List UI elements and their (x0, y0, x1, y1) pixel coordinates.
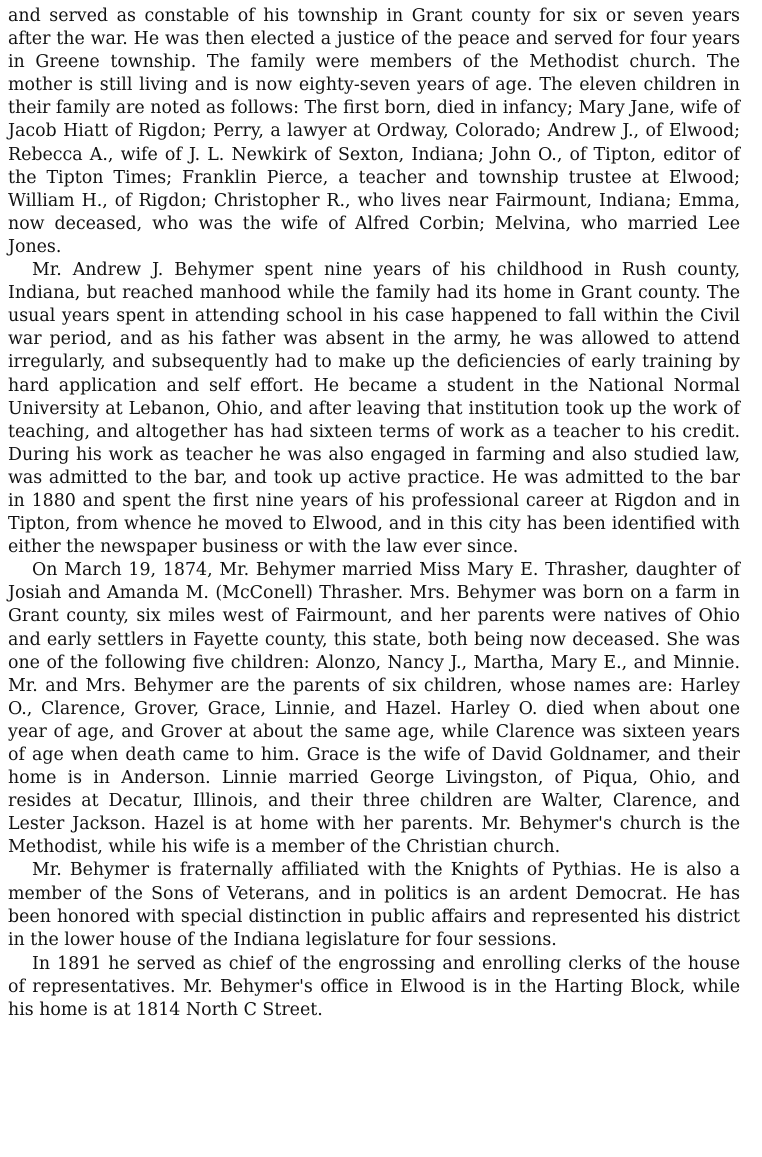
paragraph-affiliations: Mr. Behymer is fraternally affiliated with the Knights of Pythias. He is also a member of the Sons of Veterans, and in politics is an ardent Democrat. He has been honored with special distinction in public affairs and represented his district in the lower house of the Indiana legislature for four sessions. (8, 860, 740, 950)
paragraph-marriage: On March 19, 1874, Mr. Behymer married Miss Mary E. Thrasher, daughter of Josiah and Amanda M. (McConell) Thrasher. Mrs. Behymer was born on a farm in Grant county, six miles west of Fairmount, and her parents were natives of Ohio and early settlers in Fayette county, this state, both being now deceased. She was one of the following five children: Alonzo, Nancy J., Martha, Mary E., and Minnie. Mr. and Mrs. Behymer are the parents of six children, whose names are: Harley O., Clarence, Grover, Grace, Linnie, and Hazel. Harley O. died when about one year of age, and Grover at about the same age, while Clarence was sixteen years of age when death came to him. Grace is the wife of David Goldnamer, and their home is in Anderson. Linnie married George Livingston, of Piqua, Ohio, and resides at Decatur, Illinois, and their three children are Walter, Clarence, and Lester Jackson. Hazel is at home with her parents. Mr. Behymer's church is the Methodist, while his wife is a member of the Christian church. (8, 560, 740, 858)
paragraph-family-history: and served as constable of his township in Grant county for six or seven years after the war. He was then elected a justice of the peace and served for four years in Greene township. The family were members of the Methodist church. The mother is still living and is now eighty-seven years of age. The eleven children in their family are noted as follows: The first born, died in infancy; Mary Jane, wife of Jacob Hiatt of Rigdon; Perry, a lawyer at Ordway, Colorado; Andrew J., of Elwood; Rebecca A., wife of J. L. Newkirk of Sexton, Indiana; John O., of Tipton, editor of the Tipton Times; Franklin Pierce, a teacher and township trustee at Elwood; William H., of Rigdon; Christopher R., who lives near Fairmount, Indiana; Emma, now deceased, who was the wife of Alfred Corbin; Melvina, who married Lee Jones. (8, 6, 740, 257)
paragraph-legislature: In 1891 he served as chief of the engrossing and enrolling clerks of the house of representatives. Mr. Behymer's office in Elwood is in the Harting Block, while his home is at 1814 North C Street. (8, 953, 740, 1021)
paragraph-early-career: Mr. Andrew J. Behymer spent nine years of his childhood in Rush county, Indiana, but reached manhood while the family had its home in Grant county. The usual years spent in attending school in his case happened to fall within the Civil war period, and as his father was absent in the army, he was allowed to attend irregularly, and subsequently had to make up the deficiencies of early training by hard application and self effort. He became a student in the National Normal University at Lebanon, Ohio, and after leaving that institution took up the work of teaching, and altogether has had sixteen terms of work as a teacher to his credit. During his work as teacher he was also engaged in farming and also studied law, was admitted to the bar, and took up active practice. He was admitted to the bar in 1880 and spent the first nine years of his professional career at Rigdon and in Tipton, from whence he moved to Elwood, and in this city has been identified with either the newspaper business or with the law ever since. (8, 260, 740, 558)
